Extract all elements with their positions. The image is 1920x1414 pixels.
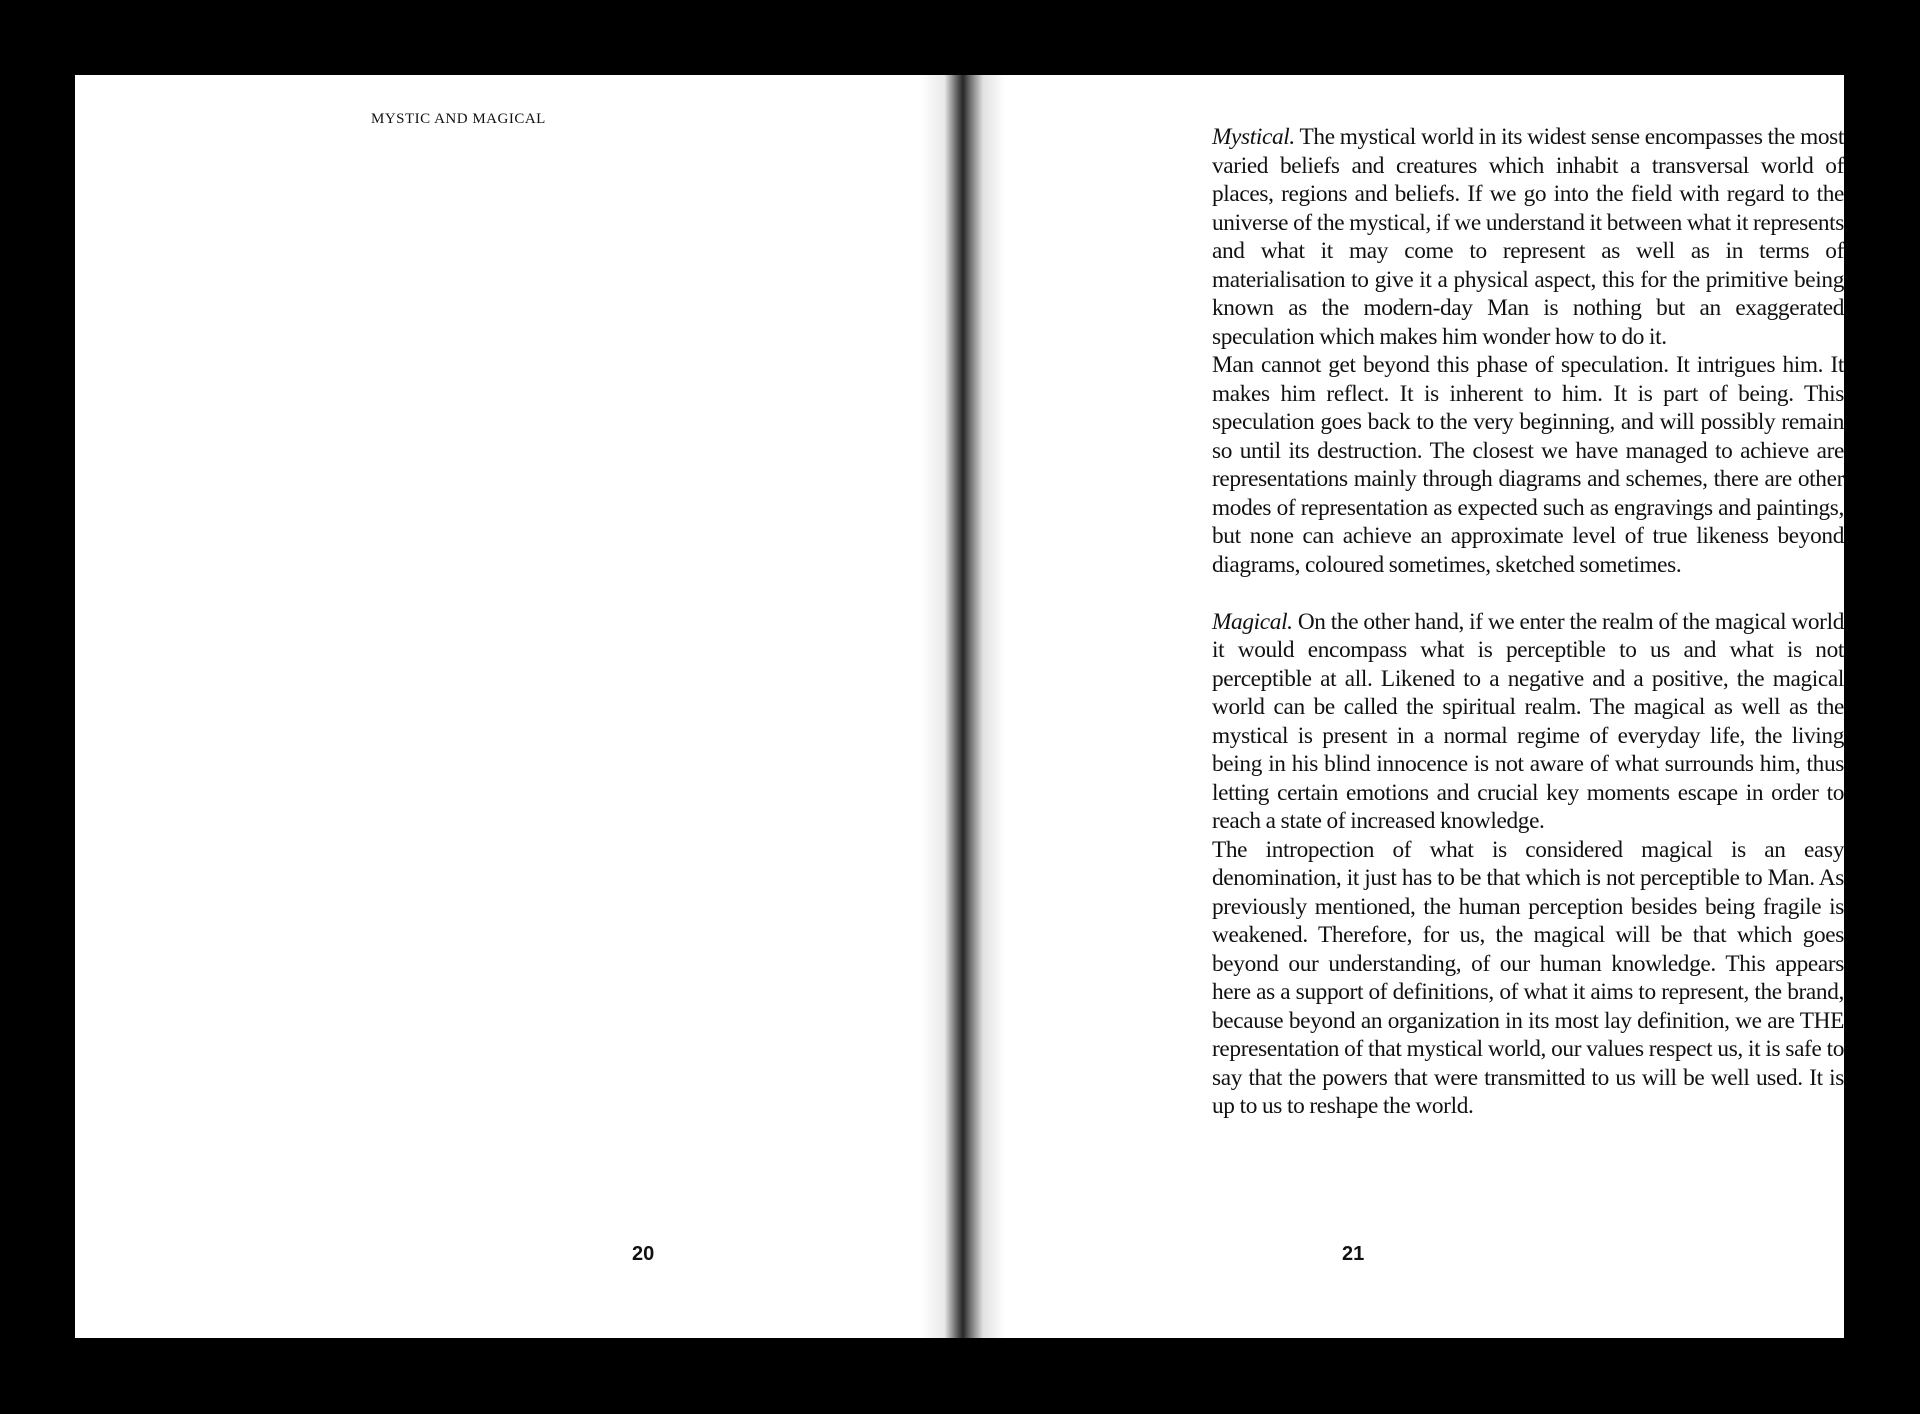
page-number-right: 21 (1342, 1243, 1365, 1265)
book-spread (75, 75, 1844, 1338)
paragraph-magical (1212, 608, 1844, 836)
left-page (75, 75, 959, 1338)
running-head: MYSTIC AND MAGICAL (371, 111, 546, 127)
page-number-left: 20 (632, 1243, 655, 1265)
paragraph-text: The intropection of what is considered magical is an easy denomination, it just has to be that which is not perceptible to Man. As previously mentioned, the human perception besides being fragile is weakened. Therefore, for us, the magical will be that which goes beyond our understanding, of our human knowledge. This appears here as a support of definitions, of what it aims to represent, the brand, because beyond an organization in its most lay definition, we are THE representation of that mystical world, our values respect us, it is safe to say that the powers that were transmitted to us will be well used. It is up to us to reshape the world. (1212, 836, 1844, 1119)
paragraph-text: The mystical world in its widest sense encompasses the most varied beliefs and creatures which inhabit a transversal world of places, regions and beliefs. If we go into the field with regard to the universe of the mystical, if we understand it between what it represents and what it may come to represent as well as in terms of materialisation to give it a physical aspect, this for the primitive being known as the modern-day Man is nothing but an exaggerated speculation which makes him wonder how to do it. (1212, 124, 1844, 350)
paragraph-text: On the other hand, if we enter the realm of the magical world it would encompass what is perceptible to us and what is not perceptible at all. Likened to a negative and a positive, the magical world can be called the spiritual realm. The magical as well as the mystical is present in a normal regime of everyday life, the living being in his blind innocence is not aware of what surrounds him, thus letting certain emotions and crucial key moments escape in order to reach a state of increased knowledge. (1212, 608, 1844, 834)
paragraph-speculation (1212, 351, 1844, 579)
book-gutter-shadow (921, 75, 1005, 1338)
lead-mystical: Mystical. (1212, 124, 1295, 150)
paragraph-text: Man cannot get beyond this phase of speculation. It intrigues him. It makes him reflect. It is inherent to him. It is part of being. This speculation goes back to the very beginning, and will possibly remain so until its destruction. The closest we have managed to achieve are representations mainly through diagrams and schemes, there are other modes of representation as expected such as engravings and paintings, but none can achieve an approximate level of true likeness beyond diagrams, coloured sometimes, sketched sometimes. (1212, 352, 1844, 578)
paragraph-mystical (1212, 123, 1844, 351)
paragraph-intropection (1212, 836, 1844, 1121)
lead-magical: Magical. (1212, 608, 1293, 635)
body-text (1212, 123, 1844, 1121)
